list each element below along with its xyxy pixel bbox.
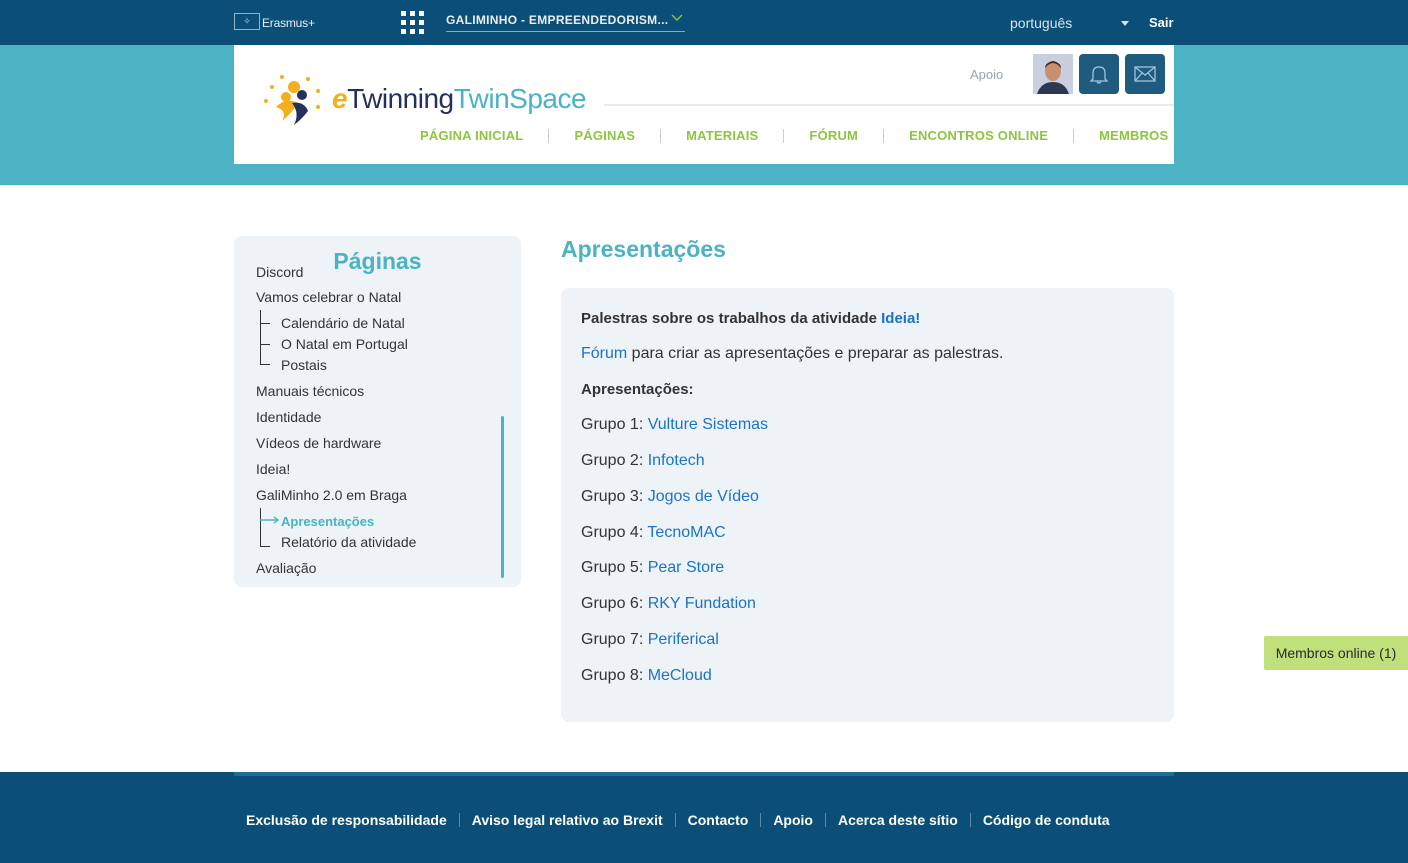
group-link[interactable]: TecnoMAC (647, 524, 726, 541)
tree-item-postcards[interactable]: Postais (281, 357, 327, 373)
group-link[interactable]: Jogos de Vídeo (647, 488, 759, 505)
footer-link-support[interactable]: Apoio (773, 812, 813, 828)
header (234, 45, 1174, 164)
sidebar-scrollbar[interactable] (501, 416, 504, 578)
nav-online-meetings[interactable]: ENCONTROS ONLINE (909, 128, 1049, 143)
group-link[interactable]: MeCloud (647, 667, 712, 684)
avatar[interactable] (1033, 54, 1073, 94)
project-name: GALIMINHO - EMPREENDEDORISM... (446, 13, 669, 27)
footer (0, 772, 1408, 863)
idea-link[interactable]: Ideia! (881, 310, 921, 327)
messages-button[interactable] (1125, 54, 1165, 94)
nav-members[interactable]: MEMBROS (1099, 128, 1169, 143)
tree-item-activity-report[interactable]: Relatório da atividade (281, 534, 417, 550)
nav-pages[interactable]: PÁGINAS (574, 128, 636, 143)
tree-item-discord[interactable]: Discord (256, 264, 304, 280)
group-link[interactable]: Periferical (647, 631, 719, 648)
bell-icon (1088, 63, 1110, 85)
footer-link-brexit[interactable]: Aviso legal relativo ao Brexit (471, 812, 663, 828)
page-content (561, 288, 1174, 722)
caret-down-icon (1121, 21, 1129, 26)
project-selector[interactable] (446, 13, 685, 32)
tree-branch-tick (260, 344, 270, 345)
nav-materials[interactable]: MATERIAIS (686, 128, 759, 143)
group-label: Grupo 8: (581, 667, 648, 684)
group-label: Grupo 3: (581, 488, 648, 505)
nav-separator (783, 129, 784, 143)
footer-link-contact[interactable]: Contacto (687, 812, 749, 828)
main-nav (420, 128, 1168, 143)
group-line (581, 667, 712, 685)
forum-line (581, 345, 1003, 363)
tree-item-evaluation[interactable]: Avaliação (256, 560, 317, 576)
footer-separator (675, 813, 676, 827)
group-label: Grupo 7: (581, 631, 648, 648)
tree-branch-line (260, 508, 272, 546)
nav-separator (660, 129, 661, 143)
tree-branch-tick (260, 323, 270, 324)
group-line (581, 416, 768, 434)
top-bar (0, 0, 1408, 45)
logo-twinning: Twinning (347, 83, 454, 114)
group-label: Grupo 5: (581, 559, 648, 576)
group-label: Grupo 4: (581, 524, 648, 541)
list-heading: Apresentações: (581, 381, 694, 398)
footer-divider (234, 772, 1174, 776)
page-title: Apresentações (561, 236, 726, 262)
tree-item-idea[interactable]: Ideia! (256, 461, 291, 477)
tree-item-christmas-portugal[interactable]: O Natal em Portugal (281, 336, 408, 352)
tree-item-hardware-videos[interactable]: Vídeos de hardware (256, 435, 382, 451)
nav-home[interactable]: PÁGINA INICIAL (420, 128, 524, 143)
eu-flag-icon: ✧ (234, 13, 260, 30)
erasmus-logo (234, 13, 315, 30)
group-link[interactable]: Vulture Sistemas (647, 416, 769, 433)
footer-link-about[interactable]: Acerca deste sítio (837, 812, 958, 828)
language-label: português (1010, 15, 1073, 31)
tree-item-christmas[interactable]: Vamos celebrar o Natal (256, 289, 402, 305)
footer-separator (760, 813, 761, 827)
envelope-icon (1133, 64, 1157, 84)
etwinning-logo[interactable] (258, 67, 586, 127)
tree-branch-tick (260, 364, 270, 365)
logo-e: e (332, 83, 348, 114)
nav-separator (1073, 129, 1074, 143)
group-link[interactable]: Infotech (647, 452, 705, 469)
tree-item-galiminho-braga[interactable]: GaliMinho 2.0 em Braga (256, 487, 407, 503)
footer-separator (459, 813, 460, 827)
group-line (581, 631, 719, 649)
tree-branch-line (260, 310, 272, 364)
logout-link[interactable]: Sair (1149, 15, 1174, 30)
footer-link-code-of-conduct[interactable]: Código de conduta (982, 812, 1110, 828)
footer-separator (970, 813, 971, 827)
language-selector[interactable] (1010, 15, 1130, 31)
forum-link[interactable]: Fórum (581, 345, 628, 362)
group-label: Grupo 2: (581, 452, 648, 469)
arrow-right-icon (260, 516, 280, 524)
chevron-down-icon (672, 12, 682, 22)
sidebar-title: Páginas (333, 248, 422, 274)
group-line (581, 488, 759, 506)
intro-text: Palestras sobre os trabalhos da atividade (581, 310, 882, 327)
footer-links (246, 812, 1110, 828)
group-link[interactable]: Pear Store (647, 559, 725, 576)
nav-separator (548, 129, 549, 143)
group-line (581, 559, 724, 577)
logo-twinspace: TwinSpace (453, 83, 587, 114)
group-line (581, 524, 726, 542)
footer-separator (825, 813, 826, 827)
user-photo-icon (1033, 54, 1073, 94)
pages-sidebar (234, 236, 521, 587)
tree-branch-tick (260, 546, 270, 547)
group-link[interactable]: RKY Fundation (647, 595, 756, 612)
tree-item-christmas-calendar[interactable]: Calendário de Natal (281, 315, 405, 331)
logo-wordmark (332, 85, 586, 113)
erasmus-label: Erasmus+ (262, 16, 315, 30)
footer-link-disclaimer[interactable]: Exclusão de responsabilidade (246, 812, 447, 828)
group-label: Grupo 6: (581, 595, 648, 612)
etwinning-figures-icon (258, 67, 328, 127)
tree-item-presentations[interactable]: Apresentações (281, 514, 375, 529)
pages-tree[interactable] (234, 264, 504, 587)
group-line (581, 452, 705, 470)
intro-line (581, 310, 920, 327)
forum-text: para criar as apresentações e preparar as palestras. (627, 345, 1004, 362)
notifications-button[interactable] (1079, 54, 1119, 94)
tree-item-identity[interactable]: Identidade (256, 409, 322, 425)
header-divider (604, 104, 1174, 106)
apps-grid-icon[interactable] (401, 11, 424, 34)
group-line (581, 595, 756, 613)
online-members-button[interactable]: Membros online (1) (1264, 636, 1408, 670)
nav-forum[interactable]: FÓRUM (809, 128, 859, 143)
nav-separator (883, 129, 884, 143)
tree-item-technical-manuals[interactable]: Manuais técnicos (256, 383, 365, 399)
group-label: Grupo 1: (581, 416, 648, 433)
support-link[interactable]: Apoio (970, 67, 1004, 82)
